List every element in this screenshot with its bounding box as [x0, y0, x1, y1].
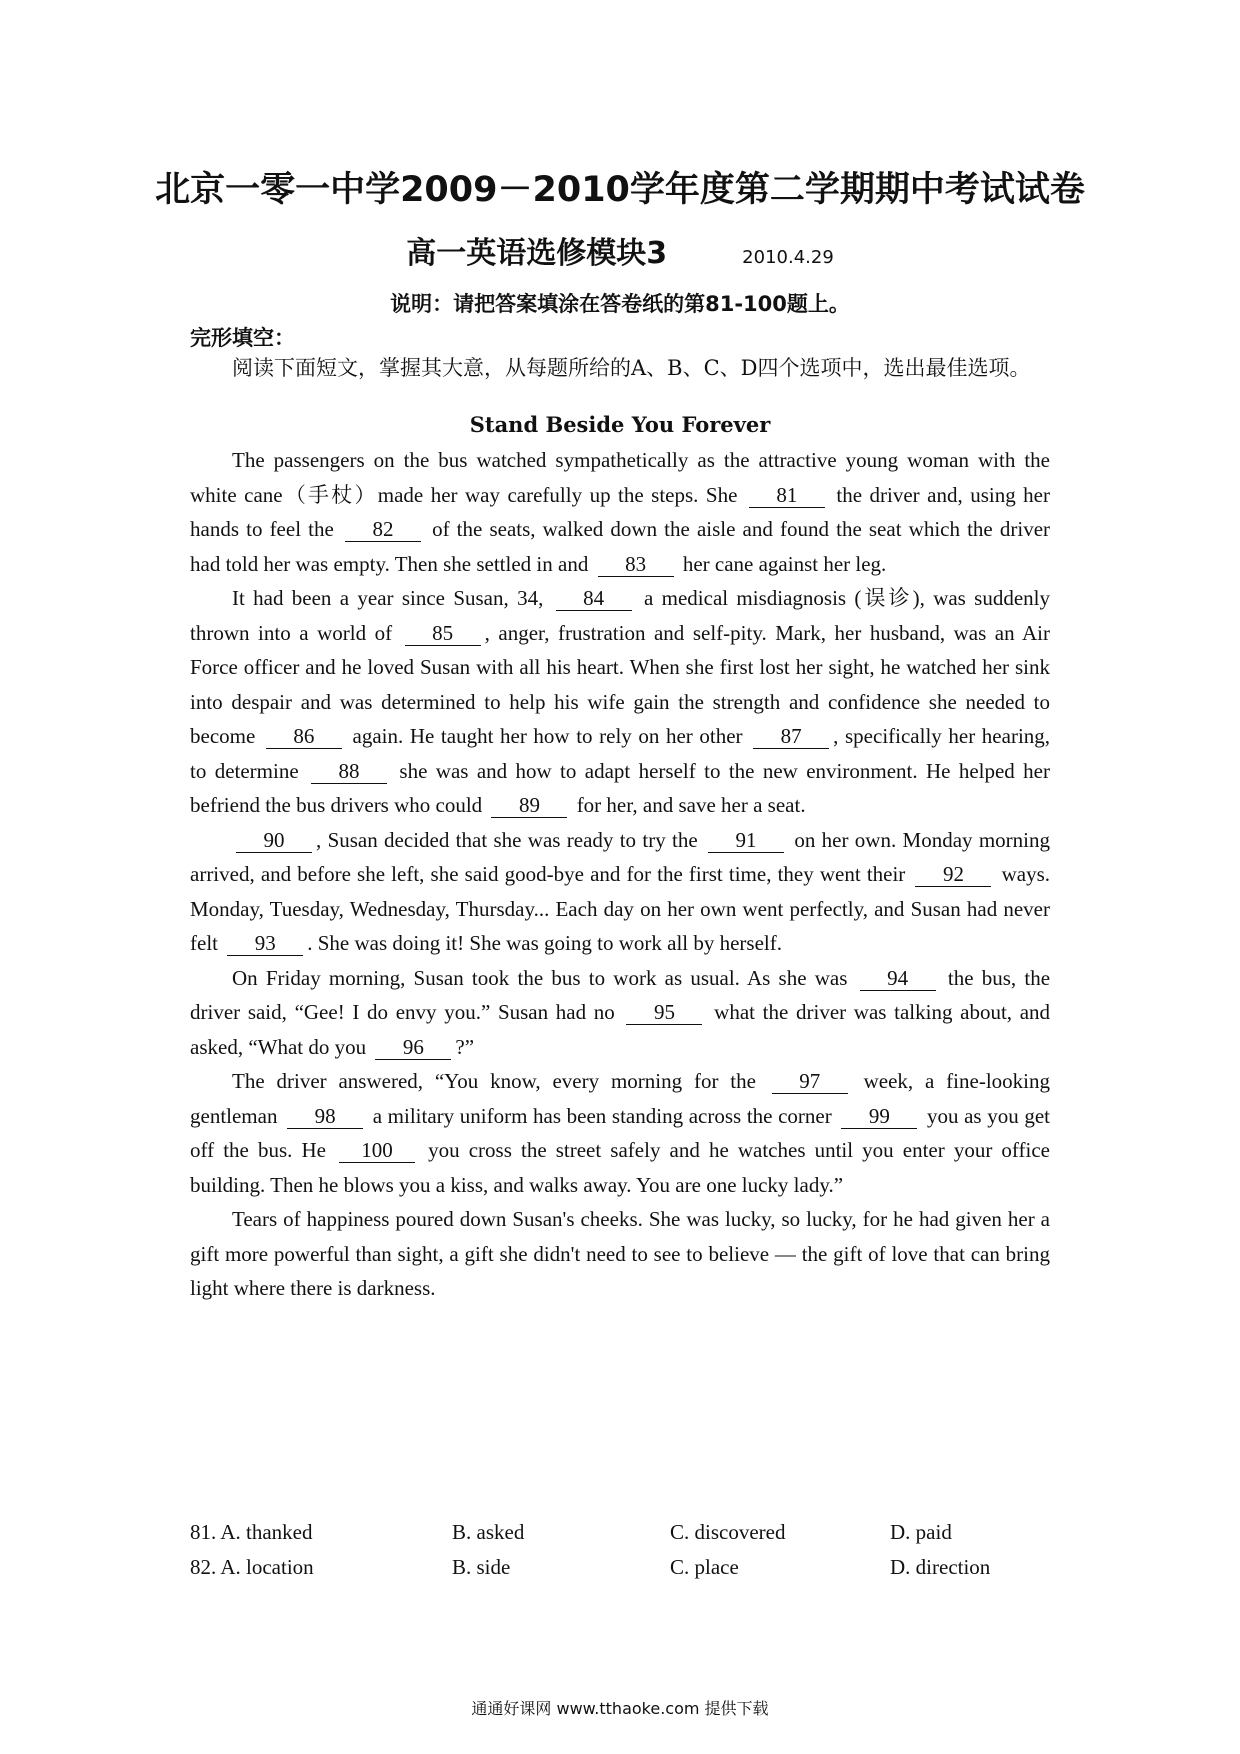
blank-95: 95 — [626, 1000, 702, 1025]
blank-94: 94 — [860, 966, 936, 991]
passage-text: of the seats, walked down the aisle and found the seat which the driver had told her was empty. Then she settled in and — [190, 517, 1051, 576]
blank-85: 85 — [405, 621, 481, 646]
paragraph-6 — [190, 1202, 1050, 1306]
blank-89: 89 — [491, 793, 567, 818]
paragraph-3 — [190, 823, 1050, 961]
blank-86: 86 — [266, 724, 342, 749]
passage-text: she was and how to adapt herself to the new environment. He helped her befriend the bus drivers who could — [190, 758, 1050, 817]
passage-body — [190, 443, 1050, 1306]
passage-text: you cross the street safely and he watches until you enter your office building. Then he blows you a kiss, and walks away. You are one lucky lady.” — [190, 1138, 1051, 1197]
option-81-b: B. asked — [452, 1520, 525, 1544]
passage-text: for her, and save her a seat. — [576, 793, 806, 817]
blank-100: 100 — [339, 1138, 415, 1163]
blank-81: 81 — [749, 483, 825, 508]
passage-text: the bus, the driver said, “Gee! I do envy you.” Susan had no — [190, 965, 1051, 1024]
option-82-a: 82. A. location — [190, 1555, 314, 1579]
passage-text: , Susan decided that she was ready to try the — [316, 827, 698, 852]
blank-99: 99 — [841, 1104, 917, 1129]
answer-note: 说明：请把答案填涂在答卷纸的第81-100题上。 — [390, 292, 850, 316]
passage-text: the driver and, using her hands to feel the — [190, 482, 1051, 541]
option-row-81 — [190, 1520, 1090, 1555]
passage-text: her cane against her leg. — [682, 551, 887, 576]
blank-98: 98 — [287, 1104, 363, 1129]
blank-82: 82 — [345, 517, 421, 542]
paragraph-2 — [190, 581, 1050, 823]
page-footer: 通通好课网 www.tthaoke.com 提供下载 — [471, 1699, 769, 1718]
blank-83: 83 — [598, 552, 674, 577]
passage-text: you as you get off the bus. He — [190, 1103, 1051, 1162]
passage-text: a military uniform has been standing across the corner — [372, 1103, 832, 1128]
passage-title: Stand Beside You Forever — [469, 412, 771, 437]
blank-93: 93 — [227, 931, 303, 956]
passage-text: The passengers on the bus watched sympathetically as the attractive young woman with the white cane（手杖）made her way carefully up the steps. She — [190, 448, 1050, 507]
option-81-d: D. paid — [890, 1520, 952, 1544]
section-label: 完形填空： — [190, 326, 295, 350]
passage-text: , specifically her hearing, to determine — [190, 724, 1051, 783]
passage-text: again. He taught her how to rely on her other — [352, 724, 743, 748]
exam-title: 北京一零一中学2009－2010学年度第二学期期中考试试卷 — [155, 170, 1085, 210]
passage-text: what the driver was talking about, and asked, “What do you — [190, 1000, 1051, 1059]
blank-92: 92 — [915, 862, 991, 887]
blank-88: 88 — [311, 759, 387, 784]
passage-text: On Friday morning, Susan took the bus to work as usual. As she was — [232, 965, 848, 990]
passage-text: week, a fine-looking gentleman — [190, 1069, 1050, 1128]
paragraph-1 — [190, 443, 1050, 581]
passage-text: on her own. Monday morning arrived, and before she left, she said good-bye and for the first time, they went their — [190, 827, 1051, 886]
option-82-b: B. side — [452, 1555, 511, 1579]
subtitle-row — [0, 228, 1240, 272]
blank-84: 84 — [556, 586, 632, 611]
section-instructions: 阅读下面短文，掌握其大意，从每题所给的A、B、C、D四个选项中，选出最佳选项。 — [232, 356, 1031, 380]
blank-96: 96 — [375, 1035, 451, 1060]
paragraph-5 — [190, 1064, 1050, 1202]
blank-91: 91 — [708, 828, 784, 853]
paragraph-4 — [190, 961, 1050, 1065]
blank-97: 97 — [772, 1069, 848, 1094]
passage-text: ways. Monday, Tuesday, Wednesday, Thursday... Each day on her own went perfectly, and Susan had never felt — [190, 862, 1051, 955]
blank-90: 90 — [236, 828, 312, 853]
exam-subtitle: 高一英语选修模块3 — [406, 236, 668, 271]
passage-text: a medical misdiagnosis (误诊), was suddenly thrown into a world of — [190, 586, 1051, 645]
blank-87: 87 — [753, 724, 829, 749]
passage-text: The driver answered, “You know, every morning for the — [232, 1069, 756, 1093]
option-81-a: 81. A. thanked — [190, 1520, 313, 1544]
exam-date: 2010.4.29 — [742, 247, 834, 268]
option-81-c: C. discovered — [670, 1520, 786, 1544]
passage-text: . She was doing it! She was going to work all by herself. — [307, 931, 783, 955]
option-row-82 — [190, 1555, 1090, 1590]
passage-text: ?” — [455, 1034, 475, 1059]
passage-text: , anger, frustration and self-pity. Mark, her husband, was an Air Force officer and he loved Susan with all his heart. When she first lost her sight, he watched her sink into despair and was determined to help his wife gain the strength and confidence she needed to become — [190, 620, 1050, 748]
option-82-d: D. direction — [890, 1555, 991, 1579]
option-82-c: C. place — [670, 1555, 739, 1579]
passage-text: It had been a year since Susan, 34, — [232, 586, 544, 610]
passage-text: Tears of happiness poured down Susan's cheeks. She was lucky, so lucky, for he had given her a gift more powerful than sight, a gift she didn't need to see to believe — the gift of love that can bring light where there is darkness. — [190, 1207, 1050, 1300]
answer-options — [190, 1520, 1090, 1590]
